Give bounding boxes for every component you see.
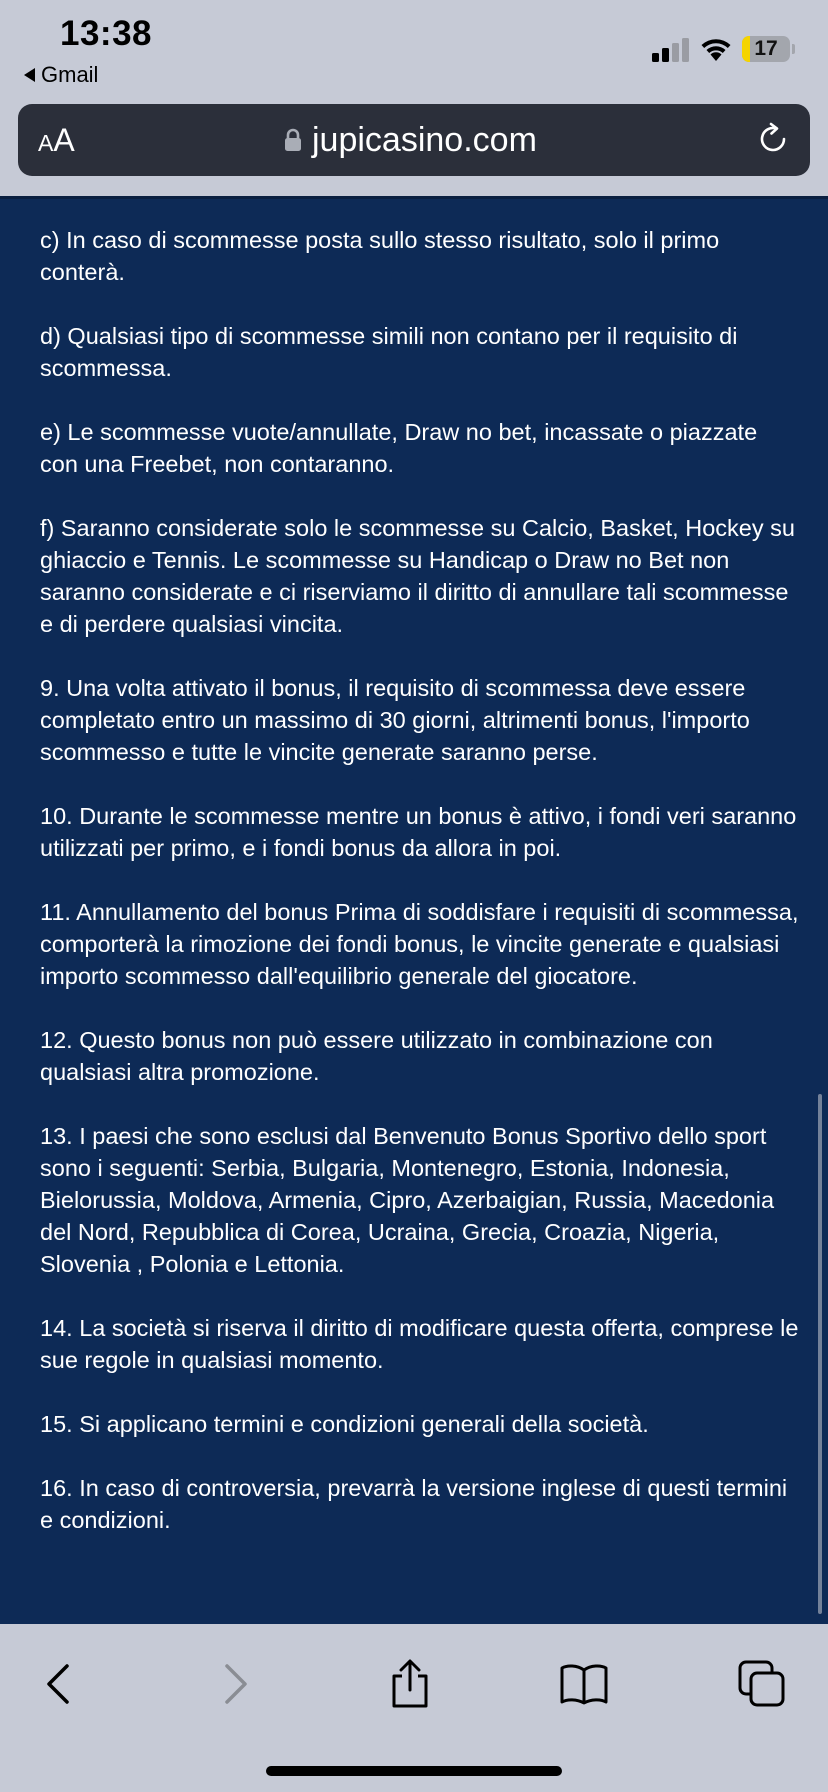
share-button[interactable] xyxy=(382,1656,438,1712)
clock-time: 13:38 xyxy=(60,14,153,53)
term-paragraph: c) In caso di scommesse posta sullo stesso risultato, solo il primo conterà. xyxy=(40,227,720,285)
url-display[interactable] xyxy=(284,122,537,158)
lock-icon xyxy=(284,128,302,152)
term-paragraph: 12. Questo bonus non può essere utilizzato in combinazione con qualsiasi altra promozione. xyxy=(40,1027,713,1085)
wifi-icon xyxy=(698,34,734,62)
term-paragraph: 9. Una volta attivato il bonus, il requisito di scommessa deve essere completato entro un massimo di 30 giorni, altrimenti bonus, l'importo scommesso e tutte le vincite generate saranno perse. xyxy=(40,675,750,765)
term-paragraph: 16. In caso di controversia, prevarrà la versione inglese di questi termini e condizioni. xyxy=(40,1475,788,1533)
term-paragraph: 11. Annullamento del bonus Prima di soddisfare i requisiti di scommessa, comporterà la rimozione dei fondi bonus, le vincite generate e qualsiasi importo scommesso dall'equilibrio generale del giocatore. xyxy=(40,899,799,989)
share-icon xyxy=(388,1658,432,1710)
bookmarks-button[interactable] xyxy=(556,1656,612,1712)
term-paragraph: e) Le scommesse vuote/annullate, Draw no bet, incassate o piazzate con una Freebet, non contaranno. xyxy=(40,419,758,477)
bookmarks-icon xyxy=(559,1662,609,1706)
forward-button[interactable] xyxy=(208,1656,264,1712)
back-to-gmail-link[interactable] xyxy=(24,62,98,88)
term-paragraph: 15. Si applicano termini e condizioni generali della società. xyxy=(40,1411,649,1437)
browser-toolbar xyxy=(0,1624,828,1792)
content-top-divider xyxy=(0,196,828,199)
tabs-icon xyxy=(737,1659,787,1709)
forward-icon xyxy=(221,1662,251,1706)
reload-icon[interactable] xyxy=(754,120,792,158)
back-button[interactable] xyxy=(30,1656,86,1712)
back-icon xyxy=(43,1662,73,1706)
status-bar xyxy=(0,0,828,100)
cellular-signal-icon xyxy=(652,38,692,62)
terms-text xyxy=(40,224,800,1568)
address-bar[interactable] xyxy=(18,104,810,176)
battery-indicator xyxy=(742,36,790,62)
scrollbar[interactable] xyxy=(818,1094,822,1614)
page-content[interactable] xyxy=(0,196,828,1624)
home-indicator[interactable] xyxy=(266,1766,562,1776)
battery-level: 17 xyxy=(754,37,778,60)
term-paragraph: 14. La società si riserva il diritto di modificare questa offerta, comprese le sue regole in qualsiasi momento. xyxy=(40,1315,799,1373)
text-size-button[interactable] xyxy=(38,122,75,161)
term-paragraph: d) Qualsiasi tipo di scommesse simili non contano per il requisito di scommessa. xyxy=(40,323,738,381)
text-size-small-letter: A xyxy=(38,130,54,156)
url-domain: jupicasino.com xyxy=(312,121,537,159)
text-size-large-letter: A xyxy=(53,122,75,158)
tabs-button[interactable] xyxy=(734,1656,790,1712)
back-triangle-icon xyxy=(24,68,35,82)
battery-cap xyxy=(792,44,795,54)
back-app-label: Gmail xyxy=(41,62,99,87)
term-paragraph: 13. I paesi che sono esclusi dal Benvenuto Bonus Sportivo dello sport sono i seguenti: Serbia, Bulgaria, Montenegro, Estonia, Indonesia, Bielorussia, Moldova, Armenia, Cipro, Azerbaigian, Russia, Macedonia del Nord, Repubblica di Corea, Ucraina, Grecia, Croazia, Nigeria, Slovenia , Polonia e Lettonia. xyxy=(40,1123,775,1277)
term-paragraph: f) Saranno considerate solo le scommesse su Calcio, Basket, Hockey su ghiaccio e Tennis. Le scommesse su Handicap o Draw no Bet non saranno considerate e ci riserviamo il diritto di annullare tali scommesse e di perdere qualsiasi vincita. xyxy=(40,515,795,637)
term-paragraph: 10. Durante le scommesse mentre un bonus è attivo, i fondi veri saranno utilizzati per primo, e i fondi bonus da allora in poi. xyxy=(40,803,797,861)
